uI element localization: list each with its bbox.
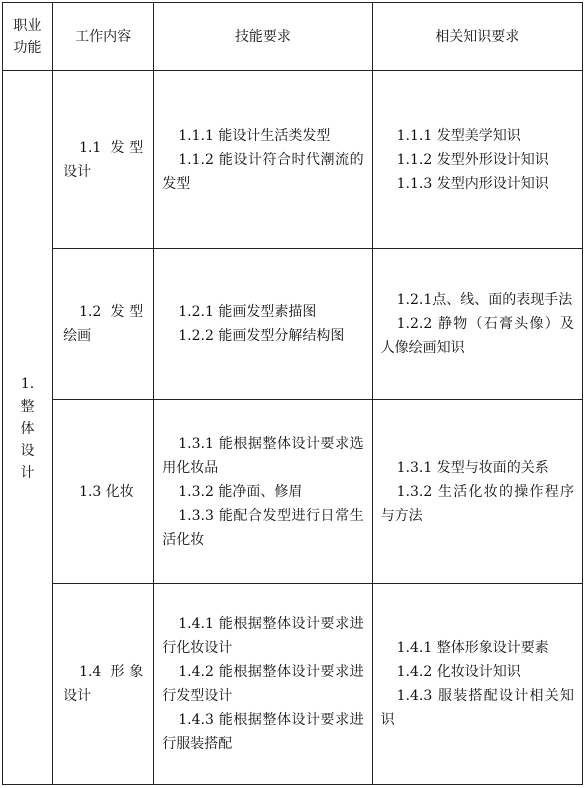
work-cell [53,584,154,785]
table-header-row [3,3,583,71]
header-skill: 技能要求 [154,3,372,71]
skill-item: 1.4.1 能根据整体设计要求进行化妆设计 [162,616,364,656]
skill-cell [154,584,372,785]
knowledge-item: 1.3.2 生活化妆的操作程序与方法 [380,483,574,524]
skill-item: 1.1.1 能设计生活类发型 [178,127,331,144]
skill-cell [154,71,372,249]
table-row [3,400,583,584]
skill-cell [154,400,372,584]
skill-requirements-table [2,2,583,785]
work-cell [53,71,154,249]
header-work: 工作内容 [53,3,154,71]
function-name: 整体设计 [20,398,35,481]
work-label: 1.4 形象设计 [63,664,144,704]
skill-item: 1.3.1 能根据整体设计要求选用化妆品 [162,435,364,476]
header-knowledge: 相关知识要求 [372,3,582,71]
skill-item: 1.1.2 能设计符合时代潮流的发型 [162,151,364,192]
work-label: 1.1 发型设计 [63,139,144,180]
skill-item: 1.2.1 能画发型素描图 [178,304,317,320]
function-cell [3,71,53,785]
knowledge-cell [372,400,582,584]
skill-item: 1.4.3 能根据整体设计要求进行服装搭配 [162,712,364,752]
knowledge-cell [372,249,582,400]
skill-item: 1.2.2 能画发型分解结构图 [178,328,345,344]
knowledge-item: 1.4.3 服装搭配设计相关知识 [380,688,574,728]
work-label: 1.3 化妆 [79,483,134,500]
header-function-label: 职业功能 [13,17,42,56]
knowledge-cell [372,584,582,785]
skill-item: 1.3.2 能净面、修眉 [178,483,303,500]
function-number: 1. [20,375,35,392]
skill-cell [154,249,372,400]
knowledge-item: 1.1.2 发型外形设计知识 [396,151,549,168]
knowledge-item: 1.1.1 发型美学知识 [396,127,521,144]
table-row [3,71,583,249]
knowledge-item: 1.1.3 发型内形设计知识 [396,175,549,192]
header-function [3,3,53,71]
knowledge-item: 1.3.1 发型与妆面的关系 [396,459,549,476]
work-label: 1.2 发型绘画 [63,304,144,344]
table-row [3,584,583,785]
knowledge-item: 1.2.1点、线、面的表现手法 [396,292,573,308]
knowledge-cell [372,71,582,249]
skill-item: 1.3.3 能配合发型进行日常生活化妆 [162,507,364,548]
skill-item: 1.4.2 能根据整体设计要求进行发型设计 [162,664,364,704]
work-cell [53,249,154,400]
knowledge-item: 1.2.2 静物（石膏头像）及人像绘画知识 [380,316,574,356]
table-row [3,249,583,400]
knowledge-item: 1.4.1 整体形象设计要素 [396,640,549,656]
work-cell [53,400,154,584]
knowledge-item: 1.4.2 化妆设计知识 [396,664,521,680]
